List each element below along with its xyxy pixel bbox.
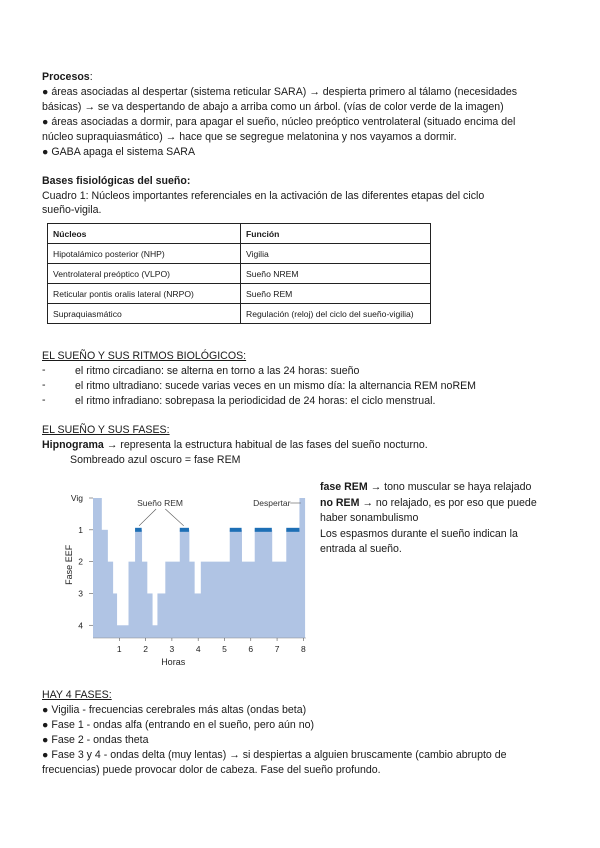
- stage-segment: [189, 562, 195, 638]
- list-dash: -: [42, 364, 46, 376]
- fase-line: frecuencias) puede provocar dolor de cabeza. Fase del sueño profundo.: [42, 764, 381, 776]
- x-tick-label: 6: [248, 644, 254, 654]
- table-row: [48, 284, 431, 304]
- fase-line: ● Vigilia - frecuencias cerebrales más altas (ondas beta): [42, 704, 307, 716]
- stage-segment: [152, 625, 158, 638]
- y-tick-label: 1: [78, 524, 83, 535]
- list-item: el ritmo infradiano: sobrepasa la periodicidad de 24 horas: el ciclo menstrual.: [75, 395, 436, 407]
- rem-marker: [255, 528, 272, 532]
- x-axis-title: Horas: [161, 657, 186, 667]
- stage-segment: [194, 593, 201, 638]
- stage-segment: [101, 530, 107, 638]
- fase-line: ● Fase 2 - ondas theta: [42, 734, 149, 746]
- rem-segment: [135, 530, 142, 638]
- procesos-title: Procesos:: [42, 71, 93, 83]
- stage-segment: [142, 562, 148, 638]
- stage-segment: [147, 593, 153, 638]
- table-header: Función: [241, 224, 431, 244]
- stage-segment: [93, 498, 102, 638]
- hay4-title: HAY 4 FASES:: [42, 689, 112, 701]
- bases-title: Bases fisiológicas del sueño:: [42, 175, 191, 187]
- despertar-annotation: Despertar: [253, 498, 291, 508]
- table-caption: sueño-vigila.: [42, 204, 102, 216]
- rem-segment: [230, 530, 242, 638]
- x-tick-label: 8: [301, 644, 306, 654]
- list-dash: -: [42, 379, 46, 391]
- table-cell: Ventrolateral preóptico (VLPO): [48, 264, 241, 284]
- rem-segment: [255, 530, 272, 638]
- x-tick-label: 7: [274, 644, 280, 654]
- procesos-line: núcleo supraquiasmático) → hace que se segregue melatonina y nos vayamos a dormir.: [42, 131, 457, 143]
- table-header-row: [48, 224, 431, 244]
- table-caption: Cuadro 1: Núcleos importantes referenciales en la activación de las diferentes etapas del ciclo: [42, 190, 485, 202]
- stage-segment: [107, 562, 113, 638]
- procesos-line: ● áreas asociadas a dormir, para apagar el sueño, núcleo preóptico ventrolateral (situado encima del: [42, 116, 516, 128]
- stage-segment: [157, 593, 165, 638]
- hipnograma-line: Hipnograma → representa la estructura habitual de las fases del sueño nocturno.: [42, 439, 428, 451]
- x-tick-label: 5: [222, 644, 227, 654]
- stage-segment: [129, 562, 136, 638]
- table-cell: Hipotalámico posterior (NHP): [48, 244, 241, 264]
- x-tick-label: 4: [195, 644, 201, 654]
- fases-title: EL SUEÑO Y SUS FASES:: [42, 424, 170, 436]
- stage-segment: [242, 562, 256, 638]
- x-tick-label: 2: [143, 644, 148, 654]
- stage-segment: [299, 498, 305, 638]
- y-tick-label: 3: [78, 588, 83, 599]
- stage-segment: [113, 593, 117, 638]
- fase-line: ● Fase 1 - ondas alfa (entrando en el sueño, pero aún no): [42, 719, 315, 731]
- rem-marker: [180, 528, 189, 532]
- espasmos-note-2: entrada al sueño.: [320, 543, 402, 555]
- y-tick-label: 4: [78, 620, 83, 631]
- norem-note: no REM → no relajado, es por eso que puede: [320, 497, 537, 509]
- stage-segment: [165, 562, 180, 638]
- stage-segment: [272, 562, 287, 638]
- stage-segment: [117, 625, 129, 638]
- list-item: el ritmo ultradiano: sucede varias veces en un mismo día: la alternancia REM noREM: [75, 380, 476, 392]
- table-cell: Supraquiasmático: [48, 304, 241, 324]
- table-cell: Vigilia: [241, 244, 431, 264]
- x-tick-label: 1: [116, 644, 122, 654]
- ritmos-title: EL SUEÑO Y SUS RITMOS BIOLÓGICOS:: [42, 350, 247, 362]
- table-cell: Sueño REM: [241, 284, 431, 304]
- table-row: [48, 304, 431, 324]
- hypnogram-chart: [58, 488, 313, 673]
- table-cell: Regulación (reloj) del ciclo del sueño-vigilia): [241, 304, 431, 324]
- procesos-line: ● GABA apaga el sistema SARA: [42, 146, 196, 158]
- table-cell: Reticular pontis oralis lateral (NRPO): [48, 284, 241, 304]
- norem-note-2: haber sonambulismo: [320, 512, 419, 524]
- rem-annotation: Sueño REM: [137, 498, 183, 508]
- rem-segment: [286, 530, 300, 638]
- rem-note: fase REM → tono muscular se haya relajado: [320, 481, 532, 493]
- rem-marker: [286, 528, 299, 532]
- x-tick-label: 3: [169, 644, 175, 654]
- y-axis-title: Fase EEF: [64, 544, 74, 585]
- procesos-line: ● áreas asociadas al despertar (sistema reticular SARA) → despierta primero al tálamo (necesidades: [42, 86, 518, 98]
- rem-marker: [230, 528, 242, 532]
- fase-line: ● Fase 3 y 4 - ondas delta (muy lentas) → si despiertas a alguien bruscamente (cambio abrupto de: [42, 749, 507, 761]
- table-cell: Sueño NREM: [241, 264, 431, 284]
- stage-segment: [201, 562, 230, 638]
- procesos-line: básicas) → se va despertando de abajo a arriba como un árbol. (vías de color verde de la imagen): [42, 101, 504, 113]
- list-item: el ritmo circadiano: se alterna en torno a las 24 horas: sueño: [75, 365, 360, 377]
- list-dash: -: [42, 394, 46, 406]
- table-row: [48, 264, 431, 284]
- rem-pointer: [139, 509, 156, 526]
- rem-pointer: [165, 509, 183, 526]
- nuclei-table: [47, 223, 431, 324]
- espasmos-note: Los espasmos durante el sueño indican la: [320, 528, 518, 540]
- table-row: [48, 244, 431, 264]
- rem-marker: [135, 528, 142, 532]
- y-tick-label: Vig: [70, 493, 83, 503]
- y-tick-label: 2: [78, 556, 83, 567]
- sombreado-note: Sombreado azul oscuro = fase REM: [70, 454, 241, 466]
- rem-segment: [180, 530, 190, 638]
- table-header: Núcleos: [48, 224, 241, 244]
